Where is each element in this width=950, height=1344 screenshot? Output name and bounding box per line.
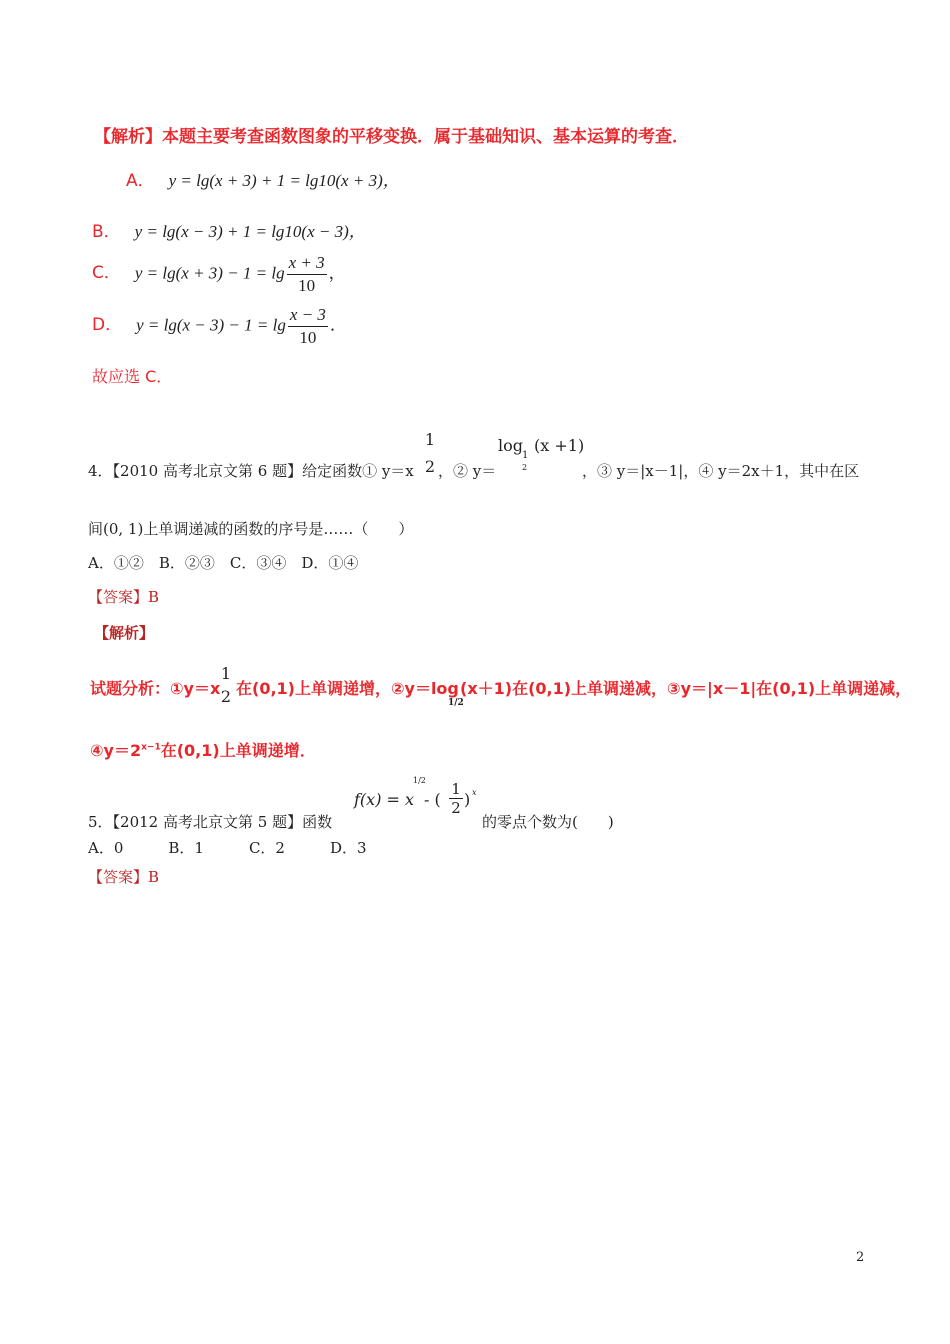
option-c-numerator: x + 3 [287,252,327,275]
q5-frac-den: 2 [451,799,461,817]
q4-log-arg: (x +1) [534,436,585,455]
q4-analysis-label: 【解析】 [94,624,155,642]
q4-explain1-a: 试题分析：①y＝x [90,679,221,698]
q4-explain1-b: 在(0,1)上单调递增，②y＝log [236,679,459,698]
q4-line2: 间(0, 1)上单调递减的函数的序号是……（ ） [88,520,414,538]
q4-exponent-den: 2 [424,457,436,476]
option-b [92,217,366,242]
q5-choices: A．0 B．1 C．2 D．3 [88,839,367,857]
conclusion: 故应选 C． [92,367,173,386]
q5-frac [449,780,463,817]
q5-func: f(x) = x [354,790,415,809]
q4-exponent [422,430,438,476]
q4-log-text: log [498,436,523,455]
q4-explain1-c: (x＋1)在(0,1)上单调递减，③y＝|x－1|在(0,1)上单调递减， [460,679,912,698]
option-c-label: C． [92,263,121,284]
option-b-expr: y = lg(x − 3) + 1 = lg10(x − 3)， [134,222,366,241]
q5-pow: x [472,788,477,797]
q4-part2: ，② y＝ [438,462,497,480]
option-b-label: B． [92,222,121,242]
option-d-tail: ． [329,315,347,335]
q4-explain-exp-num: 1 [220,664,232,683]
page-number: 2 [856,1250,865,1265]
q5-suffix: 的零点个数为( ) [482,813,614,831]
q4-explain2 [90,738,316,761]
option-c-tail: ， [328,263,346,283]
q4-explain2-sup: x−1 [141,742,161,753]
analysis-text: 本题主要考查函数图象的平移变换．属于基础知识、基本运算的考查． [162,127,689,147]
q5-answer: 【答案】B [88,868,160,886]
q5-minus: - ( [424,790,441,809]
option-a [126,166,400,191]
option-c-denominator: 10 [298,276,316,295]
q5-prefix: 5．【2012 高考北京文第 5 题】函数 [88,813,333,831]
analysis-label: 【解析】 [94,127,162,147]
option-d-denominator: 10 [299,328,317,347]
option-a-expr: y = lg(x + 3) + 1 = lg10(x + 3)， [168,171,400,190]
option-d-numerator: x − 3 [288,304,328,327]
option-d-label: D． [92,315,123,336]
q5-exp: 1/2 [413,776,426,785]
option-a-label: A． [126,171,155,191]
q4-part3: ，③ y＝|x－1|，④ y＝2x＋1，其中在区 [582,462,860,480]
q4-explain1-sub: 1/2 [448,698,464,708]
q4-explain2-tail: 在(0,1)上单调递增． [160,741,316,760]
option-d-expr: y = lg(x − 3) − 1 = lg [136,315,286,335]
option-c-expr: y = lg(x + 3) − 1 = lg [134,263,285,283]
q4-log-sub-num: 1 [522,450,529,461]
q4-log-sub-den: 2 [522,463,528,472]
option-c [92,252,346,297]
q4-answer: 【答案】B [88,588,160,606]
q4-log [498,436,523,455]
option-d [92,304,347,349]
q4-explain2-text: ④y＝2 [90,741,142,760]
q5-frac-num: 1 [449,780,463,799]
q4-explain-exponent [219,664,233,706]
q4-explain-exp-den: 2 [220,687,232,706]
analysis-heading [94,122,689,147]
q5-close: ) [464,790,471,809]
q4-exponent-num: 1 [424,430,436,449]
q4-choices: A．①② B．②③ C．③④ D．①④ [88,554,359,572]
q4-line1-prefix: 4．【2010 高考北京文第 6 题】给定函数① y＝x [88,462,414,480]
